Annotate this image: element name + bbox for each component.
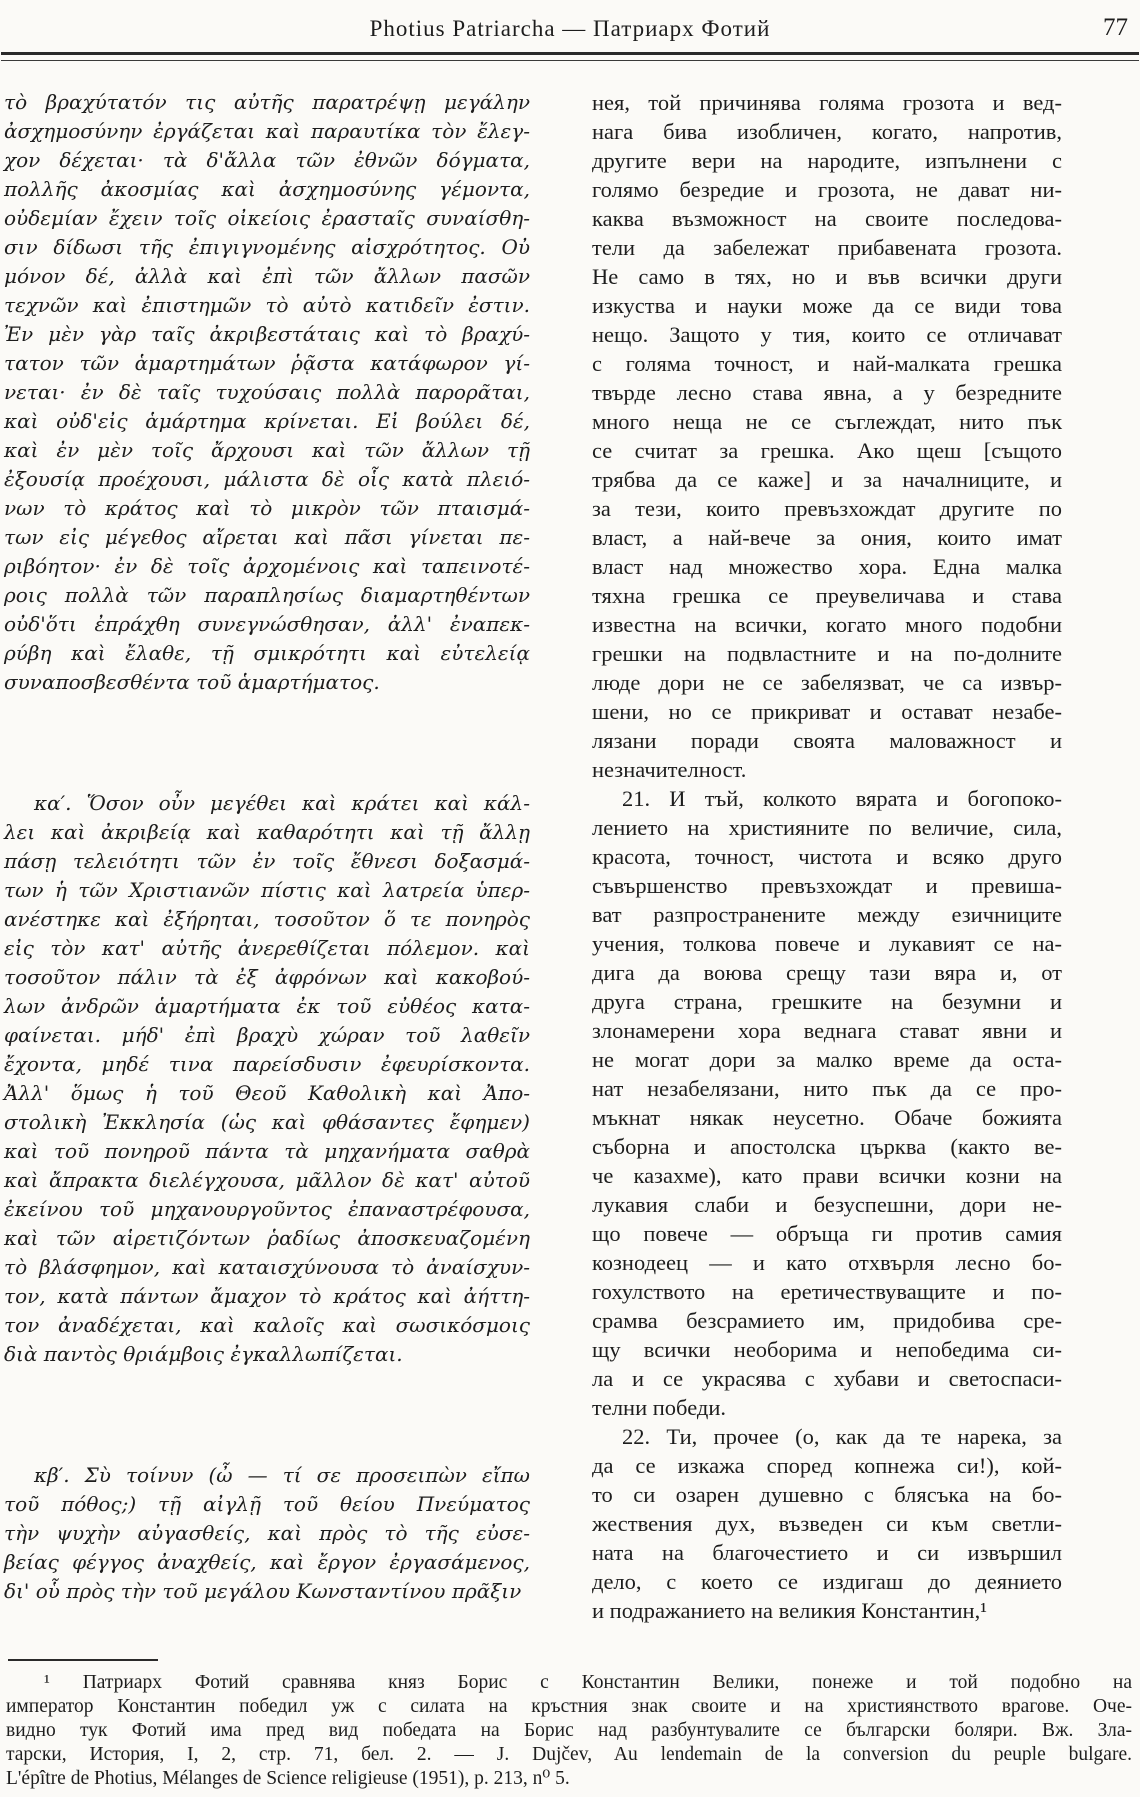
greek-paragraph-21 [4, 789, 530, 1369]
text-line: ἐξουσίᾳ προέχουσι, μάλιστα δὲ οἷς κατὰ πλειό- [4, 467, 530, 491]
header-rule [1, 52, 1139, 61]
text-line: друга страна, грешките на безумни и [592, 989, 1062, 1014]
text-line: кознодеец — и като отхвърля лесно бо- [592, 1250, 1062, 1275]
text-line: да се изкажа според копнежа си!), кой- [592, 1453, 1062, 1478]
text-line: жествения дух, възведен си към светли- [592, 1511, 1062, 1536]
text-line: тяхна грешка се преувеличава и става [592, 583, 1062, 608]
text-line: καὶ τῶν αἱρετιζόντων ῥαδίως ἀποσκευαζομένη [4, 1226, 530, 1250]
text-line: нея, той причинява голяма грозота и вед- [592, 90, 1062, 115]
text-line: власт, а най-вече за ония, които имат [592, 525, 1062, 550]
text-line: καὶ ἐν μὲν τοῖς ἄρχουσι καὶ τῶν ἄλλων τῇ [4, 438, 530, 462]
text-line: ната на благочестието и си извършил [592, 1540, 1062, 1565]
text-line: ла и се украсява с хубави и светоспаси- [592, 1366, 1062, 1391]
footnote [6, 1671, 1132, 1791]
text-line: нага бива изобличен, когато, напротив, [592, 119, 1062, 144]
text-line: дига да воюва срещу тази вяра и, от [592, 960, 1062, 985]
text-line: съборна и апостолска църква (както ве- [592, 1134, 1062, 1159]
text-line: οὐδ'ὅτι ἐπράχθη συνεγνώσθησαν, ἀλλ' ἐναπεκ- [4, 612, 530, 636]
text-line: ανέστηκε καὶ ἐξήρηται, τοσοῦτον ὅ τε πονηρὸς [4, 907, 530, 931]
greek-text-column [4, 88, 530, 1625]
text-line: κβ′. Σὺ τοίνυν (ὦ — τί σε προσειπὼν εἴπω [34, 1463, 530, 1487]
text-line: нат незабелязани, нито пък да се про- [592, 1076, 1062, 1101]
text-line: καὶ τοῦ πονηροῦ πάντα τὰ μηχανήματα σαθρὰ [4, 1139, 530, 1163]
text-line: красота, точност, чистота и всяко друго [592, 844, 1062, 869]
greek-paragraph-continued [4, 88, 530, 697]
text-line: ἀσχημοσύνην ἐργάζεται καὶ παραυτίκα τὸν ἔλεγ- [4, 119, 530, 143]
text-line: лукавия слаби и безуспешни, дори не- [592, 1192, 1062, 1217]
text-line: κα′. Ὅσον οὖν μεγέθει καὶ κράτει καὶ κάλ- [34, 791, 530, 815]
text-line: злонамерени хора веднага стават явни и [592, 1018, 1062, 1043]
text-line: император Константин победил уж с силата на кръстния знак своите и на християнството врагове. Оче- [6, 1696, 1132, 1717]
text-line: νεται· ἐν δὲ ταῖς τυχούσαις πολλὰ παρορᾶται, [4, 380, 530, 404]
text-line: видно тук Фотий има пред вид победата на Борис над разбунтувалите се български боляри. Вж. Зла- [6, 1720, 1132, 1741]
text-line: другите вери на народите, изпълнени с [592, 148, 1062, 173]
text-line: τον ἀναδέχεται, καὶ καλοῖς καὶ σωσικόσμοις [4, 1313, 530, 1337]
text-line: голямо безредие и грозота, не дават ни- [592, 177, 1062, 202]
text-line: не могат дори за малко време да оста- [592, 1047, 1062, 1072]
text-line: τὸ βλάσφημον, καὶ καταισχύνουσα τὸ ἀναίσχυν- [4, 1255, 530, 1279]
text-line: τεχνῶν καὶ ἐπιστημῶν τὸ αὐτὸ κατιδεῖν ἐστιν. [4, 293, 530, 317]
footnote-1 [6, 1671, 1132, 1791]
text-line: гохулството на еретичествуващите и по- [592, 1279, 1062, 1304]
text-line: грешки на подвластните и на по-долните [592, 641, 1062, 666]
text-line: каква възможност на своите последова- [592, 206, 1062, 231]
text-line: στολικὴ Ἐκκλησία (ὡς καὶ φθάσαντες ἔφημεν) [4, 1110, 530, 1134]
text-line: ροις πολλὰ τῶν παραπλησίως διαμαρτηθέντων [4, 583, 530, 607]
text-line: φαίνεται. μήδ' ἐπὶ βραχὺ χώραν τοῦ λαθεῖν [4, 1023, 530, 1047]
text-line: Не само в тях, но и във всички други [592, 264, 1062, 289]
text-line: ριβόητον· ἐν δὲ τοῖς ἀρχομένοις καὶ ταπεινοτέ- [4, 554, 530, 578]
text-line: срамва безсрамието им, придобива сре- [592, 1308, 1062, 1333]
text-line: 22. Ти, прочее (о, как да те нарека, за [622, 1424, 1062, 1449]
text-line: οὐδεμίαν ἔχειν τοῖς οἰκείοις ἐρασταῖς συναίσθη- [4, 206, 530, 230]
text-line: εἰς τὸν κατ' αὐτῆς ἀνερεθίζεται πόλεμον. καὶ [4, 936, 530, 960]
text-line: χον δέχεται· τὰ δ'ἄλλα τῶν ἐθνῶν δόγματα, [4, 148, 530, 172]
bulgarian-paragraph-22 [592, 1422, 1062, 1625]
footnote-separator [8, 1659, 158, 1661]
text-line: καὶ ἄπρακτα διελέγχουσα, μᾶλλον δὲ κατ' αὐτοῦ [4, 1168, 530, 1192]
text-line: за тези, които превъзхождат другите по [592, 496, 1062, 521]
text-line: L'épître de Photius, Mélanges de Science religieuse (1951), p. 213, n⁰ 5. [6, 1768, 570, 1789]
text-line: τατον τῶν ἁμαρτημάτων ῥᾷστα κατάφωρον γί- [4, 351, 530, 375]
text-line: τὸ βραχύτατόν τις αὐτῆς παρατρέψῃ μεγάλην [4, 90, 530, 114]
text-line: твърде лесно става явна, а у безредните [592, 380, 1062, 405]
page-title: Photius Patriarcha — Патриарх Фотий [369, 16, 771, 41]
text-line: лението на християните по величие, сила, [592, 815, 1062, 840]
text-line: с голяма точност, и най-малката грешка [592, 351, 1062, 376]
text-line: διὰ παντὸς θριάμβοις ἐγκαλλωπίζεται. [4, 1342, 403, 1366]
text-line: τον, κατὰ πάντων ἄμαχον τὸ κράτος καὶ ἀήττη- [4, 1284, 530, 1308]
text-line: ἐκείνου τοῦ μηχανουργοῦντος ἐπαναστρέφουσα, [4, 1197, 530, 1221]
text-line: изкуства и науки може да се види това [592, 293, 1062, 318]
text-line: δι' οὗ πρὸς τὴν τοῦ μεγάλου Κωνσταντίνου πρᾶξιν [4, 1579, 522, 1603]
text-line: тели да забележат прибавената грозота. [592, 235, 1062, 260]
text-line: власт над множество хора. Една малка [592, 554, 1062, 579]
text-line: мъкнат някак неусетно. Обаче божията [592, 1105, 1062, 1130]
text-line: че казахме), като прави всички козни на [592, 1163, 1062, 1188]
text-line: τοσοῦτον πάλιν τὰ ἐξ ἀφρόνων καὶ κακοβού- [4, 965, 530, 989]
text-line: πολλῆς ἀκοσμίας καὶ ἀσχημοσύνης γέμοντα, [4, 177, 530, 201]
text-line: συναποσβεσθέντα τοῦ ἁμαρτήματος. [4, 670, 380, 694]
text-line: των ἡ τῶν Χριστιανῶν πίστις καὶ λατρεία ὑπερ- [4, 878, 530, 902]
bulgarian-paragraph-continued [592, 88, 1062, 784]
text-line: ват разпространените между езичниците [592, 902, 1062, 927]
text-line: τὴν ψυχὴν αὐγασθείς, καὶ πρὸς τὸ τῆς εὐσε- [4, 1521, 530, 1545]
text-line: телни победи. [592, 1395, 727, 1420]
greek-paragraph-22 [4, 1461, 530, 1606]
text-columns [4, 88, 1062, 1625]
text-line: лязани поради своята маловажност и [592, 728, 1062, 753]
text-line: 21. И тъй, колкото вярата и богопоко- [622, 786, 1062, 811]
text-line: люде дори не се забелязват, че са извър- [592, 670, 1062, 695]
text-line: λων ἀνδρῶν ἁμαρτήματα ἐκ τοῦ εὐθέος κατα- [4, 994, 530, 1018]
bulgarian-paragraph-21 [592, 784, 1062, 1422]
text-line: ρύβη καὶ ἔλαθε, τῇ σμικρότητι καὶ εὐτελείᾳ [4, 641, 530, 665]
text-line: Ἀλλ' ὅμως ἡ τοῦ Θεοῦ Καθολικὴ καὶ Ἀπο- [4, 1081, 530, 1105]
text-line: μόνον δέ, ἀλλὰ καὶ ἐπὶ τῶν ἄλλων πασῶν [4, 264, 530, 288]
text-line: νων τὸ κράτος καὶ τὸ μικρὸν τῶν πταισμά- [4, 496, 530, 520]
text-line: λει καὶ ἀκριβείᾳ καὶ καθαρότητι καὶ τῇ ἄλλῃ [4, 820, 530, 844]
text-line: καὶ οὐδ'εἰς ἁμάρτημα κρίνεται. Εἰ βούλει δέ, [4, 409, 530, 433]
text-line: трябва да се каже] и за началниците, и [592, 467, 1062, 492]
text-line: τοῦ πόθος;) τῇ αἰγλῇ τοῦ θείου Πνεύματος [4, 1492, 530, 1516]
text-line: щу всички необорима и непобедима си- [592, 1337, 1062, 1362]
text-line: известна на всички, когато много подобни [592, 612, 1062, 637]
text-line: нещо. Защото у тия, които се отличават [592, 322, 1062, 347]
text-line: съвършенство превъзхождат и превиша- [592, 873, 1062, 898]
text-line: що повече — обръща ги против самия [592, 1221, 1062, 1246]
text-line: и подражанието на великия Константин,¹ [592, 1598, 987, 1623]
text-line: σιν δίδωσι τῆς ἐπιγιγνομένης αἰσχρότητος. Οὐ [4, 235, 530, 259]
text-line: учения, толкова повече и лукавият се на- [592, 931, 1062, 956]
text-line: πάσῃ τελειότητι τῶν ἐν τοῖς ἔθνεσι δοξασμά- [4, 849, 530, 873]
text-line: ἔχοντα, μηδέ τινα παρείσδυσιν ἐφευρίσκοντα. [4, 1052, 530, 1076]
page-number: 77 [1103, 14, 1128, 41]
text-line: тарски, История, I, 2, стр. 71, бел. 2. — J. Dujčev, Au lendemain de la conversion du peuple bulgare. [6, 1744, 1132, 1765]
text-line: шени, но се прикриват и остават незабе- [592, 699, 1062, 724]
text-line: много неща не се съглеждат, нито пък [592, 409, 1062, 434]
text-line: то си озарен душевно с блясъка на бо- [592, 1482, 1062, 1507]
text-line: дело, с което се издигаш до деянието [592, 1569, 1062, 1594]
bulgarian-translation-column [592, 88, 1062, 1625]
text-line: Ἐν μὲν γὰρ ταῖς ἀκριβεστάταις καὶ τὸ βραχύ- [4, 322, 530, 346]
text-line: βείας φέγγος ἀναχθείς, καὶ ἔργον ἐργασάμενος, [4, 1550, 530, 1574]
text-line: незначителност. [592, 757, 747, 782]
text-line: се считат за грешка. Ако щеш [същото [592, 438, 1062, 463]
text-line: ¹ Патриарх Фотий сравнява княз Борис с Константин Велики, понеже и той подобно на [44, 1672, 1132, 1693]
text-line: των εἰς μέγεθος αἴρεται καὶ πᾶσι γίνεται πε- [4, 525, 530, 549]
